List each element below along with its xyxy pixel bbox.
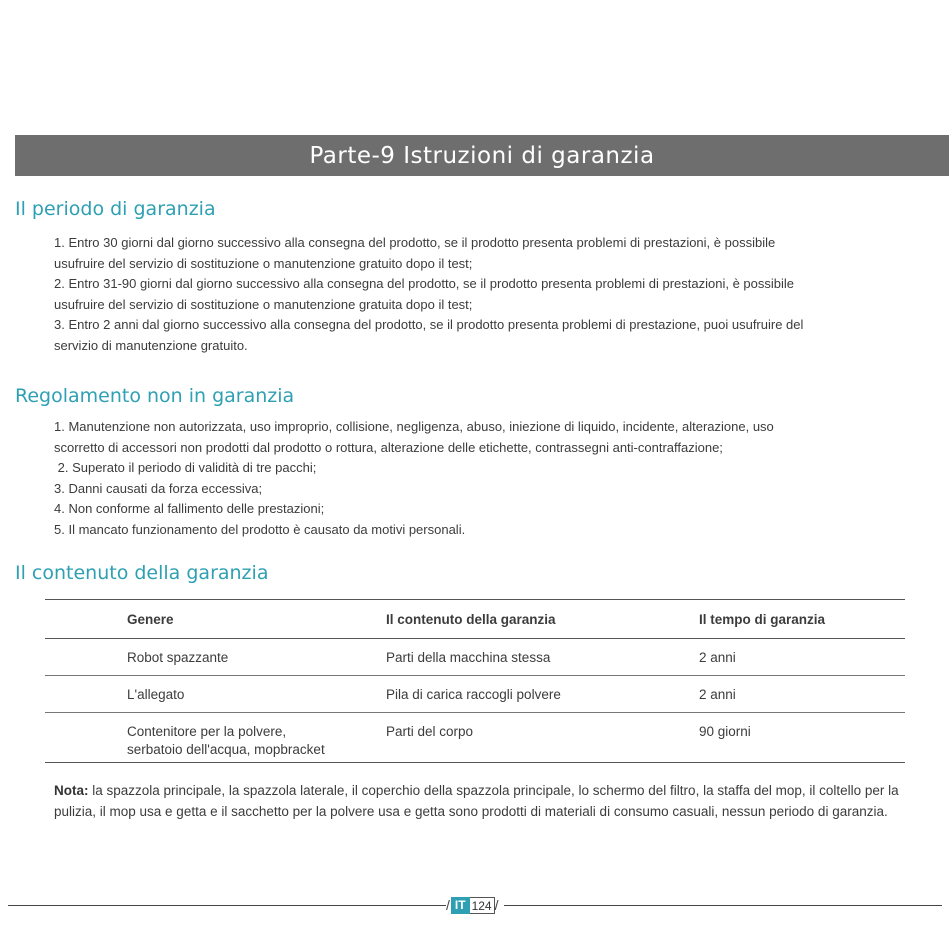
table-header-row <box>45 600 905 639</box>
note-text: la spazzola principale, la spazzola laterale, il coperchio della spazzola principale, lo schermo del filtro, la staffa del mop, il coltello per la pulizia, il mop usa e getta e il sacchetto per la polvere usa e getta sono prodotti di materiali di consumo casuali, nessun periodo di garanzia. <box>54 783 899 819</box>
warranty-period-text <box>54 233 904 356</box>
table-cell: 2 anni <box>699 639 905 676</box>
text-line: 1. Entro 30 giorni dal giorno successivo alla consegna del prodotto, se il prodotto presenta problemi di prestazioni, è possibile <box>54 235 776 250</box>
text-line: 1. Manutenzione non autorizzata, uso improprio, collisione, negligenza, abuso, iniezione di liquido, incidente, alterazione, uso <box>54 419 774 434</box>
text-line: scorretto di accessori non prodotti dal prodotto o rottura, alterazione delle etichette, contrassegni anti-contraffazione; <box>54 439 723 455</box>
text-line: 5. Il mancato funzionamento del prodotto è causato da motivi personali. <box>54 521 466 537</box>
cell-line: Contenitore per la polvere, <box>127 724 287 739</box>
section-banner <box>15 135 949 176</box>
slash-decoration: / <box>446 897 450 913</box>
note-label: Nota: <box>54 783 89 798</box>
text-line: 4. Non conforme al fallimento delle prestazioni; <box>54 501 325 516</box>
slash-decoration: / <box>494 897 499 913</box>
heading-warranty-content: Il contenuto della garanzia <box>15 562 269 584</box>
text-line: 3. Entro 2 anni dal giorno successivo alla consegna del prodotto, se il prodotto presenta problemi di prestazione, puoi usufruire del <box>54 317 804 332</box>
note-paragraph <box>54 780 910 822</box>
text-line: usufruire del servizio di sostituzione o manutenzione gratuita dopo il test; <box>54 296 473 312</box>
language-tag: IT <box>451 897 470 914</box>
table-cell: 90 giorni <box>699 724 751 739</box>
table-cell: L'allegato <box>127 676 386 713</box>
non-warranty-text <box>54 417 904 540</box>
table-cell: 2 anni <box>699 676 905 713</box>
table-row <box>45 676 905 713</box>
table-row <box>45 639 905 676</box>
footer-rule-right <box>504 905 942 906</box>
column-header: Il contenuto della garanzia <box>386 600 699 639</box>
page-number-badge <box>446 897 498 914</box>
column-header: Il tempo di garanzia <box>699 600 905 639</box>
text-line: servizio di manutenzione gratuito. <box>54 337 248 353</box>
heading-warranty-period: Il periodo di garanzia <box>15 198 216 220</box>
text-line: 2. Superato il periodo di validità di tre pacchi; <box>54 460 317 475</box>
table-row <box>45 713 905 763</box>
text-line: usufruire del servizio di sostituzione o manutenzione gratuito dopo il test; <box>54 255 473 271</box>
table-cell: Parti della macchina stessa <box>386 639 699 676</box>
banner-title: Parte-9 Istruzioni di garanzia <box>309 142 655 169</box>
table-cell: Pila di carica raccogli polvere <box>386 676 699 713</box>
warranty-table <box>45 599 905 763</box>
table-cell <box>127 713 386 763</box>
text-line: 2. Entro 31-90 giorni dal giorno successivo alla consegna del prodotto, se il prodotto presenta problemi di prestazioni, è possibile <box>54 276 794 291</box>
column-header: Genere <box>127 600 386 639</box>
cell-line: serbatoio dell'acqua, mopbracket <box>127 742 325 757</box>
footer-rule-left <box>8 905 446 906</box>
heading-non-warranty: Regolamento non in garanzia <box>15 385 295 407</box>
text-line: 3. Danni causati da forza eccessiva; <box>54 480 263 496</box>
table-cell: Parti del corpo <box>386 724 474 739</box>
page-number: 124 <box>470 897 495 914</box>
table-cell: Robot spazzante <box>127 639 386 676</box>
